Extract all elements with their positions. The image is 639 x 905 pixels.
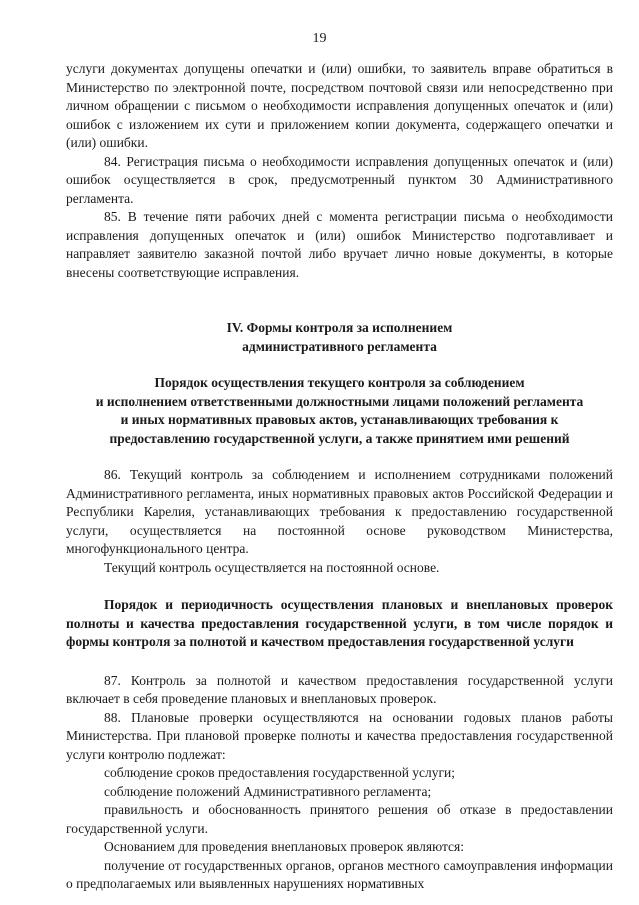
- subheading1-line1: Порядок осуществления текущего контроля за соблюдением: [154, 375, 525, 390]
- paragraph-88: 88. Плановые проверки осуществляются на основании годовых планов работы Министерства. При плановой проверке полноты и качества предоставления государственной услуги контролю подлежат:: [66, 709, 613, 762]
- page-number: 19: [312, 31, 327, 46]
- paragraph-unplanned-basis: Основанием для проведения внеплановых проверок являются:: [104, 839, 464, 854]
- section-title: [66, 319, 613, 356]
- paragraph-85: 85. В течение пяти рабочих дней с момента регистрации письма о необходимости исправления допущенных опечаток и (или) ошибок Министерство подготавливает и направляет заявителю заказной почтой либо вручает лично новые документы, в которые внесены соответствующие исправления.: [66, 209, 613, 280]
- subheading-inspections: Порядок и периодичность осуществления плановых и внеплановых проверок полноты и качества предоставления государственной услуги, в том числе порядок и формы контроля за полнотой и качеством предоставления государственной услуги: [66, 597, 613, 649]
- paragraph-84: 84. Регистрация письма о необходимости исправления допущенных опечаток и (или) ошибок осуществляется в срок, предусмотренный пунктом 30 Административного регламента.: [66, 153, 613, 206]
- list-item-deadlines: соблюдение сроков предоставления государственной услуги;: [104, 765, 456, 780]
- section-title-line2: административного регламента: [242, 338, 437, 354]
- subheading1-line3: и иных нормативных правовых актов, устанавливающих требования к: [120, 412, 559, 427]
- document-body: [66, 60, 613, 894]
- list-item-regulation: соблюдение положений Административного регламента;: [104, 783, 432, 799]
- list-item-decision: правильность и обоснованность принятого решения об отказе в предоставлении государственной услуги.: [66, 802, 613, 836]
- subheading-current-control: [66, 374, 613, 448]
- paragraph-87: 87. Контроль за полнотой и качеством предоставления государственной услуги включает в себя проведение плановых и внеплановых проверок.: [66, 672, 613, 706]
- paragraph-86: 86. Текущий контроль за соблюдением и исполнением сотрудниками положений Административного регламента, иных нормативных правовых актов Российской Федерации и Республики Карелия, устанавливающих требования к предоставлению государственной услуги, осуществляется на постоянной основе руководством Министерства, многофункционального центра.: [66, 467, 613, 556]
- subheading1-line2: и исполнением ответственными должностными лицами положений регламента: [95, 393, 584, 409]
- list-item-information: получение от государственных органов, органов местного самоуправления информации о предполагаемых или выявленных нарушениях нормативных: [66, 857, 613, 891]
- section-title-line1: IV. Формы контроля за исполнением: [226, 320, 453, 335]
- paragraph-continuation: услуги документах допущены опечатки и (или) ошибки, то заявитель вправе обратиться в Министерство по электронной почте, посредством почтовой связи или непосредственно при личном обращении с письмом о необходимости исправления допущенных опечаток и (или) ошибок с изложением их сути и приложением копии документа, содержащего опечатки и (или) ошибки.: [66, 61, 613, 150]
- paragraph-current-control-basis: Текущий контроль осуществляется на постоянной основе.: [104, 559, 440, 575]
- subheading1-line4: предоставлению государственной услуги, а также принятием ими решений: [109, 430, 570, 446]
